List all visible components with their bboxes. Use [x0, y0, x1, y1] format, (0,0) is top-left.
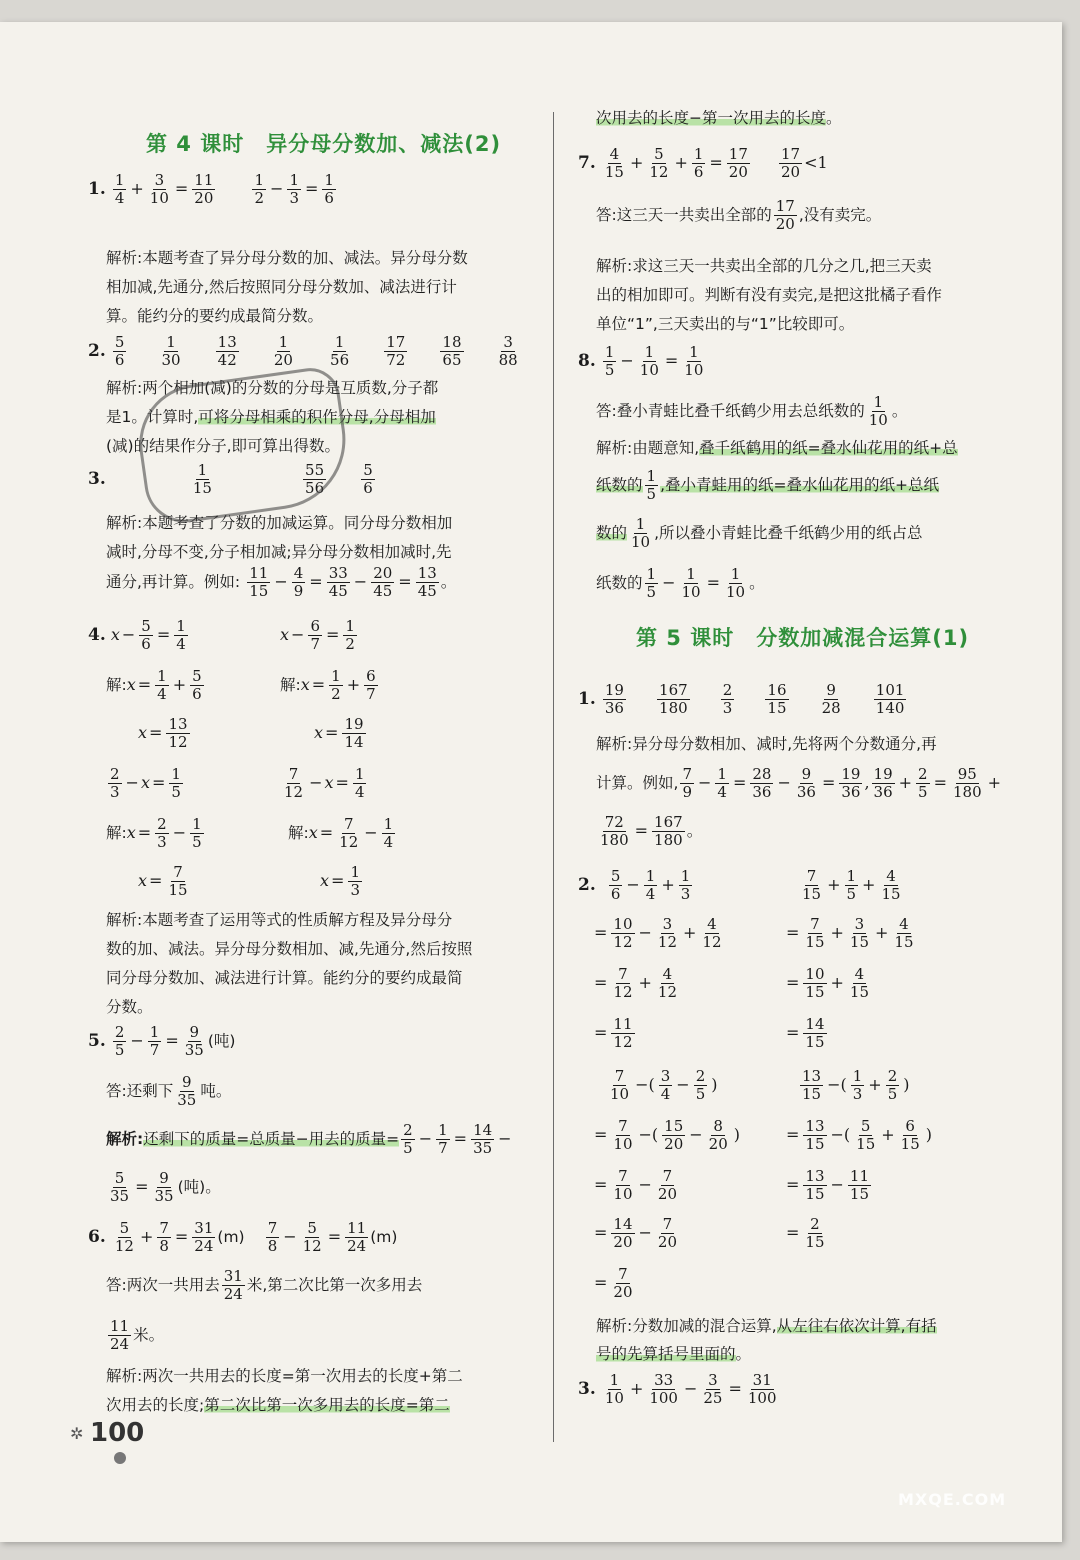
q4-a-step1: 解:x = $\frac{1}{4}$ + $\frac{5}{6}$ — [106, 667, 202, 703]
r3-line: 3. $\frac{1}{10}$ + $\frac{33}{100}$ − $\frac{3}{25}$ = $\frac{31}{100}$ — [578, 1371, 777, 1407]
r1-analysis-2: 计算。例如, $\frac{7}{9}$ − $\frac{1}{4}$ = $\frac{28}{36}$ − $\frac{9}{36}$ = $\frac{19}{36}$ , $\frac{19}{36}$ + $\frac{2}{5}$ = $\frac{95}{180}$ + — [596, 765, 1002, 801]
q4-c-step1: 解:x = $\frac{2}{3}$ − $\frac{1}{5}$ — [106, 815, 202, 851]
fraction: $\frac{1}{15}$ — [192, 461, 212, 497]
fraction: $\frac{17}{72}$ — [386, 333, 406, 369]
q4-eq-d: $\frac{7}{12}$ − x = $\frac{1}{4}$ — [284, 765, 365, 801]
fraction: $\frac{1}{2}$ — [345, 617, 355, 653]
q2-analysis-2: 是1。计算时,可将分母相乘的积作分母,分母相加 — [106, 408, 436, 426]
fraction: $\frac{4}{9}$ — [293, 564, 304, 600]
watermark-text: MXQE.COM — [898, 1490, 1007, 1509]
r2-b-result: = $\frac{14}{15}$ — [786, 1015, 825, 1051]
q1-analysis-2: 相加减,先通分,然后按照同分母分数加、减法进行计 — [106, 278, 457, 296]
q6-answer-1: 答:两次一共用去 $\frac{31}{24}$ 米,第二次比第一次多用去 — [106, 1267, 423, 1303]
r2-d-step2: = $\frac{13}{15}$ − $\frac{11}{15}$ — [786, 1167, 869, 1203]
workbook-page — [0, 22, 1062, 1542]
column-divider — [553, 112, 554, 1442]
r2-a-step2: = $\frac{7}{12}$ + $\frac{4}{12}$ — [594, 965, 677, 1001]
q5-analysis-1: 解析:还剩下的质量=总质量−用去的质量= $\frac{2}{5}$ − $\frac{1}{7}$ = $\frac{14}{35}$ − — [106, 1121, 512, 1157]
fraction: $\frac{5}{6}$ — [141, 617, 151, 653]
q5-line: 5. $\frac{2}{5}$ − $\frac{1}{7}$ = $\frac{9}{35}$ (吨) — [88, 1023, 236, 1059]
q4-eq-c: $\frac{2}{3}$ − x = $\frac{1}{5}$ — [110, 765, 181, 801]
r2-d-step1: = $\frac{13}{15}$ −( $\frac{5}{15}$ + $\frac{6}{15}$ ) — [786, 1117, 932, 1153]
q4-eq-b: x − $\frac{6}{7}$ = $\frac{1}{2}$ — [280, 617, 355, 653]
q3-line: 3. $\frac{1}{15}$ $\frac{55}{56}$ $\frac{5}{6}$ — [88, 461, 373, 497]
r2-b-step2: = $\frac{10}{15}$ + $\frac{4}{15}$ — [786, 965, 869, 1001]
r2-d-result: = $\frac{2}{15}$ — [786, 1215, 825, 1251]
r2-d: $\frac{13}{15}$ −( $\frac{1}{3}$ + $\frac{2}{5}$ ) — [802, 1067, 910, 1103]
r1-analysis-1: 解析:异分母分数相加、减时,先将两个分数通分,再 — [596, 735, 937, 753]
q6-analysis-2: 次用去的长度;第二次比第一次多用去的长度=第二 — [106, 1396, 450, 1414]
fraction: $\frac{33}{45}$ — [328, 564, 348, 600]
r2-c: $\frac{7}{10}$ −( $\frac{3}{4}$ − $\frac{2}{5}$ ) — [610, 1067, 718, 1103]
q4-c-result: x = $\frac{7}{15}$ — [138, 863, 188, 899]
q1-number: 1. — [88, 179, 106, 199]
q6-analysis-1: 解析:两次一共用去的长度=第一次用去的长度+第二 — [106, 1367, 463, 1385]
q7-analysis-2: 出的相加即可。判断有没有卖完,是把这批橘子看作 — [596, 286, 942, 304]
q7-answer: 答:这三天一共卖出全部的 $\frac{17}{20}$ ,没有卖完。 — [596, 197, 882, 233]
r2-c-step1: = $\frac{7}{10}$ −( $\frac{15}{20}$ − $\frac{8}{20}$ ) — [594, 1117, 740, 1153]
q4-analysis-4: 分数。 — [106, 998, 153, 1016]
r2-c-step2: = $\frac{7}{10}$ − $\frac{7}{20}$ — [594, 1167, 677, 1203]
fraction: $\frac{5}{6}$ — [363, 461, 373, 497]
q3-analysis-1: 解析:本题考查了分数的加减运算。同分母分数相加 — [106, 514, 453, 532]
fraction: $\frac{1}{3}$ — [289, 171, 299, 207]
fraction: $\frac{55}{56}$ — [305, 461, 325, 497]
q5-answer: 答:还剩下 $\frac{9}{35}$ 吨。 — [106, 1073, 232, 1109]
q4-b-result: x = $\frac{19}{14}$ — [314, 715, 364, 751]
fraction: $\frac{3}{10}$ — [149, 171, 169, 207]
q4-analysis-3: 同分母分数加、减法进行计算。能约分的要约成最简 — [106, 969, 463, 987]
q7-analysis-3: 单位“1”,三天卖出的与“1”比较即可。 — [596, 315, 855, 333]
q8-line: 8. $\frac{1}{5}$ − $\frac{1}{10}$ = $\frac{1}{10}$ — [578, 343, 704, 379]
fraction: $\frac{1}{6}$ — [324, 171, 334, 207]
lesson4-title: 第 4 课时 异分母分数加、减法(2) — [146, 132, 502, 156]
q1-line: 1. $\frac{1}{4}$ + $\frac{3}{10}$ = $\frac{11}{20}$ $\frac{1}{2}$ − $\frac{1}{3}$ = $\frac{1}{6}$ — [88, 171, 334, 207]
q6-line: 6. $\frac{5}{12}$ + $\frac{7}{8}$ = $\frac{31}{24}$ (m) $\frac{7}{8}$ − $\frac{5}{12}$ = $\frac{11}{24}$ (m) — [88, 1219, 398, 1255]
q4-d-result: x = $\frac{1}{3}$ — [320, 863, 360, 899]
r2-a: 2. $\frac{5}{6}$ − $\frac{1}{4}$ + $\frac{1}{3}$ — [578, 867, 691, 903]
fraction: $\frac{1}{2}$ — [254, 171, 265, 207]
q7-analysis-1: 解析:求这三天一共卖出全部的几分之几,把三天卖 — [596, 257, 932, 275]
fraction: $\frac{18}{65}$ — [442, 333, 462, 369]
q3-example: 通分,再计算。例如: $\frac{11}{15}$ − $\frac{4}{9}$ = $\frac{33}{45}$ − $\frac{20}{45}$ = $\frac{13}{45}$ 。 — [106, 564, 457, 600]
continued-line: 次用去的长度−第一次用去的长度。 — [596, 109, 842, 127]
q2-analysis-3: (减)的结果作分子,即可算出得数。 — [106, 437, 341, 455]
q2-analysis-1: 解析:两个相加(减)的分数的分母是互质数,分子都 — [106, 379, 439, 397]
q6-answer-2: $\frac{11}{24}$ 米。 — [110, 1317, 165, 1353]
q4-d-step1: 解:x = $\frac{7}{12}$ − $\frac{1}{4}$ — [288, 815, 394, 851]
fraction: $\frac{1}{56}$ — [330, 333, 350, 369]
q7-line: 7. $\frac{4}{15}$ + $\frac{5}{12}$ + $\frac{1}{6}$ = $\frac{17}{20}$ $\frac{17}{20}$ <1 — [578, 145, 828, 181]
fraction: $\frac{13}{42}$ — [217, 333, 237, 369]
fraction: $\frac{1}{4}$ — [176, 617, 186, 653]
q4-analysis-2: 数的加、减法。异分母分数相加、减,先通分,然后按照 — [106, 940, 473, 958]
r1-line: 1. $\frac{19}{36}$ $\frac{167}{180}$ $\frac{2}{3}$ $\frac{16}{15}$ $\frac{9}{28}$ $\frac{101}{140}$ — [578, 681, 905, 717]
r2-b: $\frac{7}{15}$ + $\frac{1}{5}$ + $\frac{4}{15}$ — [802, 867, 901, 903]
q8-answer: 答:叠小青蛙比叠千纸鹤少用去总纸数的 $\frac{1}{10}$ 。 — [596, 393, 908, 429]
page-number: 100 — [90, 1418, 145, 1448]
q5-analysis-2: $\frac{5}{35}$ = $\frac{9}{35}$ (吨)。 — [110, 1169, 221, 1205]
q3-analysis-2: 减时,分母不变,分子相加减;异分母分数相加减时,先 — [106, 543, 452, 561]
fraction: $\frac{6}{7}$ — [310, 617, 320, 653]
q4-a-result: x = $\frac{13}{12}$ — [138, 715, 188, 751]
q4-analysis-1: 解析:本题考查了运用等式的性质解方程及异分母分 — [106, 911, 453, 929]
fraction: $\frac{1}{20}$ — [273, 333, 293, 369]
q8-analysis-2: 纸数的 $\frac{1}{5}$ ,叠小青蛙用的纸=叠水仙花用的纸+总纸 — [596, 467, 939, 503]
q8-analysis-1: 解析:由题意知,叠千纸鹤用的纸=叠水仙花用的纸+总 — [596, 439, 958, 457]
q2-line: 2. $\frac{5}{6}$ $\frac{1}{30}$ $\frac{13}{42}$ $\frac{1}{20}$ $\frac{1}{56}$ $\frac{17}{72}$ $\frac{18}{65}$ $\frac{3}{88}$ — [88, 333, 518, 369]
r2-c-result: = $\frac{7}{20}$ — [594, 1265, 633, 1301]
fraction: $\frac{3}{88}$ — [498, 333, 518, 369]
q8-analysis-3: 数的 $\frac{1}{10}$ ,所以叠小青蛙比叠千纸鹤少用的纸占总 — [596, 515, 923, 551]
q1-analysis-1: 解析:本题考查了异分母分数的加、减法。异分母分数 — [106, 249, 468, 267]
r2-a-step1: = $\frac{10}{12}$ − $\frac{3}{12}$ + $\frac{4}{12}$ — [594, 915, 722, 951]
fraction: $\frac{20}{45}$ — [373, 564, 393, 600]
q8-analysis-4: 纸数的 $\frac{1}{5}$ − $\frac{1}{10}$ = $\frac{1}{10}$ 。 — [596, 565, 765, 601]
star-icon: ✲ — [70, 1424, 84, 1443]
r1-analysis-3: $\frac{72}{180}$ = $\frac{167}{180}$ 。 — [600, 813, 703, 849]
q1-analysis-3: 算。能约分的要约成最简分数。 — [106, 307, 324, 325]
dot-decoration — [114, 1452, 126, 1464]
r2-a-result: = $\frac{11}{12}$ — [594, 1015, 633, 1051]
lesson5-title: 第 5 课时 分数加减混合运算(1) — [636, 626, 970, 650]
fraction: $\frac{1}{30}$ — [161, 333, 181, 369]
fraction: $\frac{1}{4}$ — [114, 171, 125, 207]
fraction: $\frac{5}{6}$ — [114, 333, 125, 369]
r2-c-step3: = $\frac{14}{20}$ − $\frac{7}{20}$ — [594, 1215, 677, 1251]
fraction: $\frac{11}{15}$ — [249, 564, 269, 600]
fraction: $\frac{11}{20}$ — [194, 171, 214, 207]
r2-b-step1: = $\frac{7}{15}$ + $\frac{3}{15}$ + $\frac{4}{15}$ — [786, 915, 914, 951]
fraction: $\frac{13}{45}$ — [417, 564, 437, 600]
q4-eq-a: 4. x − $\frac{5}{6}$ = $\frac{1}{4}$ — [88, 617, 186, 653]
q4-b-step1: 解:x = $\frac{1}{2}$ + $\frac{6}{7}$ — [280, 667, 376, 703]
r2-analysis-2: 号的先算括号里面的。 — [596, 1345, 752, 1363]
r2-analysis-1: 解析:分数加减的混合运算,从左往右依次计算,有括 — [596, 1317, 937, 1335]
